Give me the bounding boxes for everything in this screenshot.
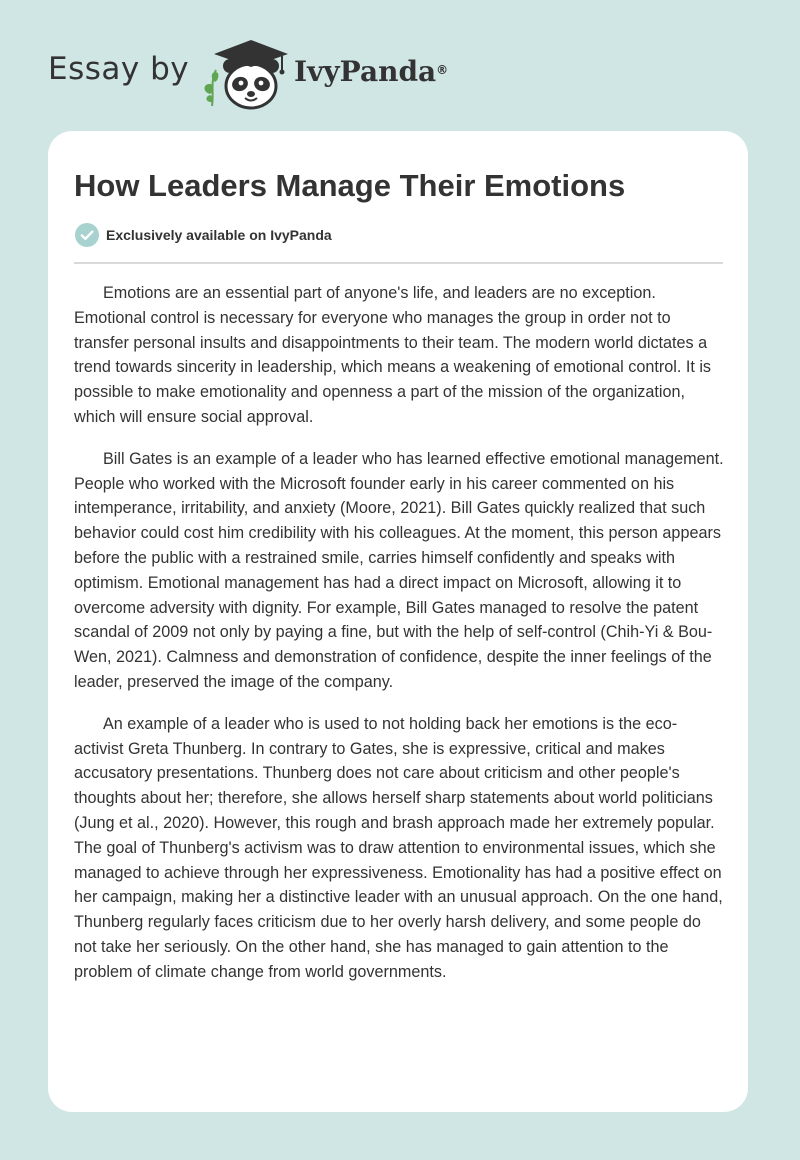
essay-card [48,131,748,1112]
check-circle-icon [75,223,99,247]
paragraph: Emotions are an essential part of anyone's life, and leaders are no exception. Emotional control is necessary for everyone who manages the group in order not to transfer personal insults and disappointments to their team. The modern world dictates a trend towards sincerity in leadership, which means a weakening of emotional control. It is possible to make emotionality and openness a part of the mission of the organization, which will ensure social approval. [74,284,712,426]
site-header [0,0,800,130]
panda-graduation-cap-logo-icon[interactable] [200,36,292,110]
page-title: How Leaders Manage Their Emotions [74,168,626,203]
divider [74,262,723,264]
exclusive-badge-label: Exclusively available on IvyPanda [106,227,332,243]
essay-by-label: Essay by [48,51,190,87]
exclusive-badge [75,223,332,247]
registered-mark: ® [436,63,449,77]
essay-body [74,281,724,1002]
paragraph: Bill Gates is an example of a leader who has learned effective emotional management. People who worked with the Microsoft founder early in his career commented on his intemperance, irritability, and anxiety (Moore, 2021). Bill Gates quickly realized that such behavior could cost him credibility with his colleagues. At the moment, this person appears before the public with a restrained smile, carries himself confidently and speaks with optimism. Emotional management has had a direct impact on Microsoft, allowing it to overcome adversity with dignity. For example, Bill Gates managed to resolve the patent scandal of 2009 not only by paying a fine, but with the help of self-control (Chih-Yi & Bou-Wen, 2021). Calmness and demonstration of confidence, despite the inner feelings of the leader, preserved the image of the company. [74,449,724,691]
paragraph: An example of a leader who is used to not holding back her emotions is the eco-activist Greta Thunberg. In contrary to Gates, she is expressive, critical and makes accusatory presentations. Thunberg does not care about criticism and other people's thoughts about her; therefore, she allows herself sharp statements about world politicians (Jung et al., 2020). However, this rough and brash approach made her extremely popular. The goal of Thunberg's activism was to draw attention to environmental issues, which she managed to achieve through her expressiveness. Emotionality has had a positive effect on her campaign, making her a distinctive leader with an unusual approach. On the one hand, Thunberg regularly faces criticism due to her overly harsh delivery, and some people do not take her seriously. On the other hand, she has managed to gain attention to the problem of climate change from world governments. [74,714,723,981]
brand-name[interactable]: IvyPanda® [294,55,449,88]
